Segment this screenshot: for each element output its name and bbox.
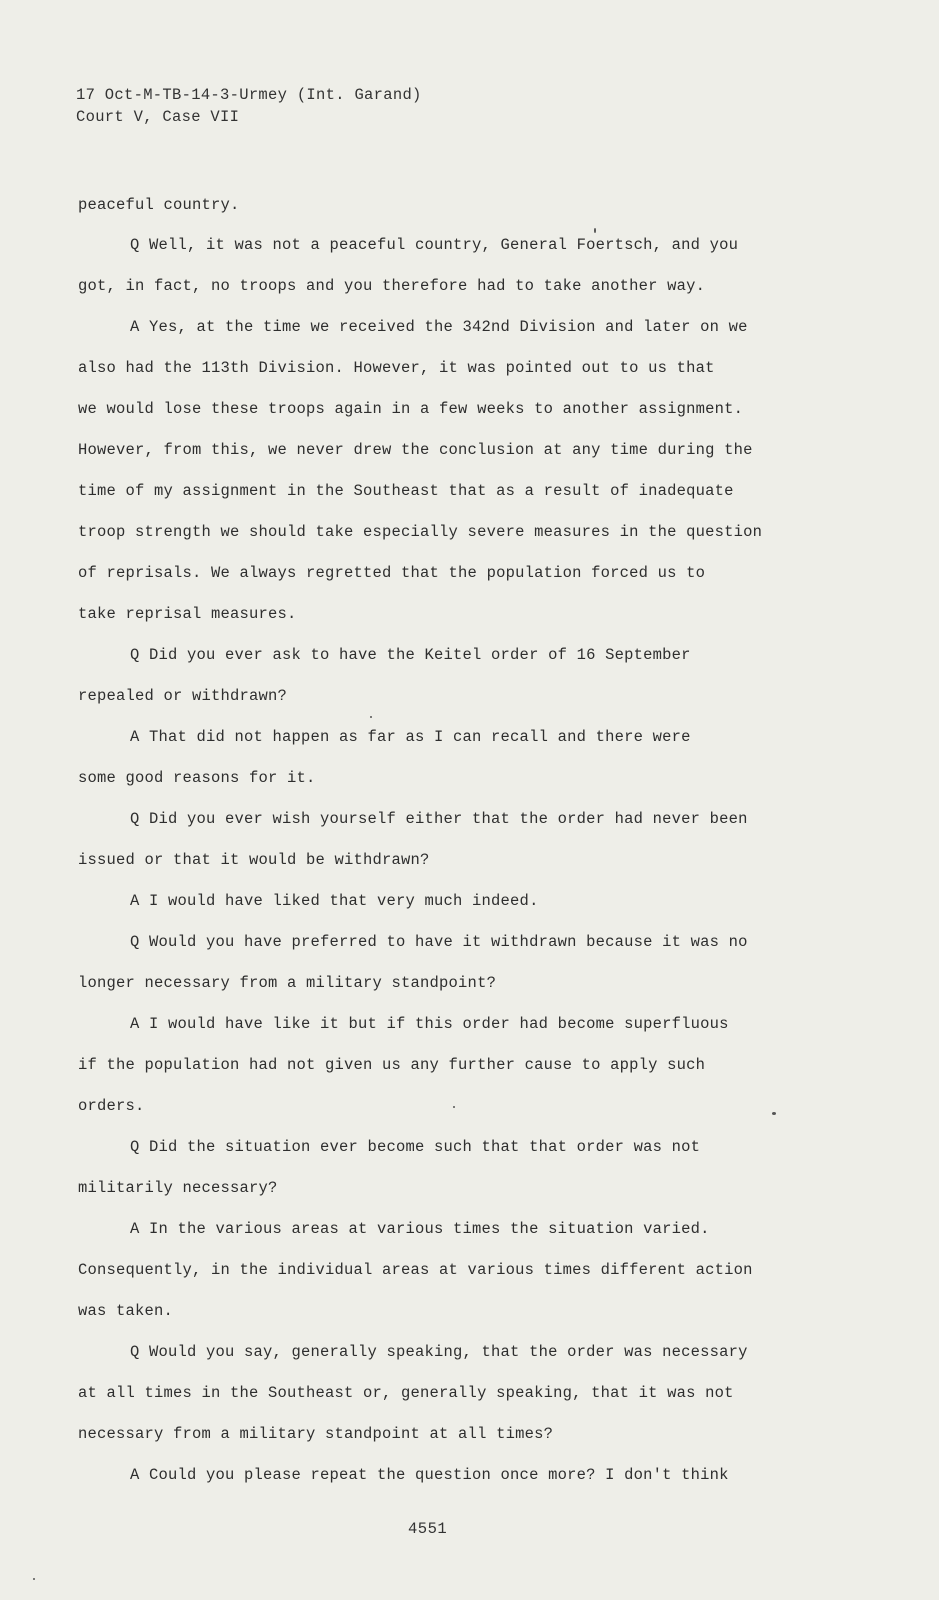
header-reference-line: 17 Oct-M-TB-14-3-Urmey (Int. Garand)	[76, 86, 422, 104]
transcript-line: orders.	[78, 1097, 145, 1115]
transcript-line: A Yes, at the time we received the 342nd Division and later on we	[130, 318, 748, 336]
paper-speck	[370, 716, 372, 718]
transcript-line: longer necessary from a military standpoint?	[78, 974, 497, 992]
transcript-line: we would lose these troops again in a few weeks to another assignment.	[78, 400, 744, 418]
transcript-line: was taken.	[78, 1302, 174, 1320]
transcript-line: necessary from a military standpoint at all times?	[78, 1425, 554, 1443]
document-header	[76, 84, 422, 128]
transcript-line: of reprisals. We always regretted that the population forced us to	[78, 564, 706, 582]
transcript-line: at all times in the Southeast or, generally speaking, that it was not	[78, 1384, 734, 1402]
transcript-line: Q Would you say, generally speaking, that the order was necessary	[130, 1343, 748, 1361]
transcript-line: A I would have liked that very much indeed.	[130, 892, 539, 910]
transcript-line: Q Did you ever ask to have the Keitel order of 16 September	[130, 646, 691, 664]
paper-speck	[594, 228, 596, 233]
paper-speck	[453, 1106, 455, 1108]
header-court-line: Court V, Case VII	[76, 108, 240, 126]
page-number: 4551	[408, 1520, 448, 1538]
transcript-line: issued or that it would be withdrawn?	[78, 851, 430, 869]
transcript-line: peaceful country.	[78, 196, 240, 214]
transcript-line: take reprisal measures.	[78, 605, 297, 623]
transcript-line: time of my assignment in the Southeast that as a result of inadequate	[78, 482, 734, 500]
transcript-line: A In the various areas at various times the situation varied.	[130, 1220, 710, 1238]
transcript-line: A That did not happen as far as I can recall and there were	[130, 728, 691, 746]
transcript-line: However, from this, we never drew the conclusion at any time during the	[78, 441, 753, 459]
transcript-line: troop strength we should take especially severe measures in the question	[78, 523, 763, 541]
transcript-line: Consequently, in the individual areas at various times different action	[78, 1261, 753, 1279]
transcript-line: also had the 113th Division. However, it was pointed out to us that	[78, 359, 715, 377]
transcript-line: militarily necessary?	[78, 1179, 278, 1197]
paper-speck	[33, 1578, 35, 1580]
transcript-line: A I would have like it but if this order had become superfluous	[130, 1015, 729, 1033]
paper-speck	[772, 1112, 776, 1115]
transcript-line: repealed or withdrawn?	[78, 687, 288, 705]
transcript-line: Q Would you have preferred to have it withdrawn because it was no	[130, 933, 748, 951]
transcript-line: Q Well, it was not a peaceful country, General Foertsch, and you	[130, 236, 739, 254]
transcript-line: A Could you please repeat the question once more? I don't think	[130, 1466, 729, 1484]
transcript-line: Q Did you ever wish yourself either that the order had never been	[130, 810, 748, 828]
transcript-line: got, in fact, no troops and you therefore had to take another way.	[78, 277, 706, 295]
transcript-line: some good reasons for it.	[78, 769, 316, 787]
transcript-line: Q Did the situation ever become such that that order was not	[130, 1138, 701, 1156]
transcript-line: if the population had not given us any further cause to apply such	[78, 1056, 706, 1074]
